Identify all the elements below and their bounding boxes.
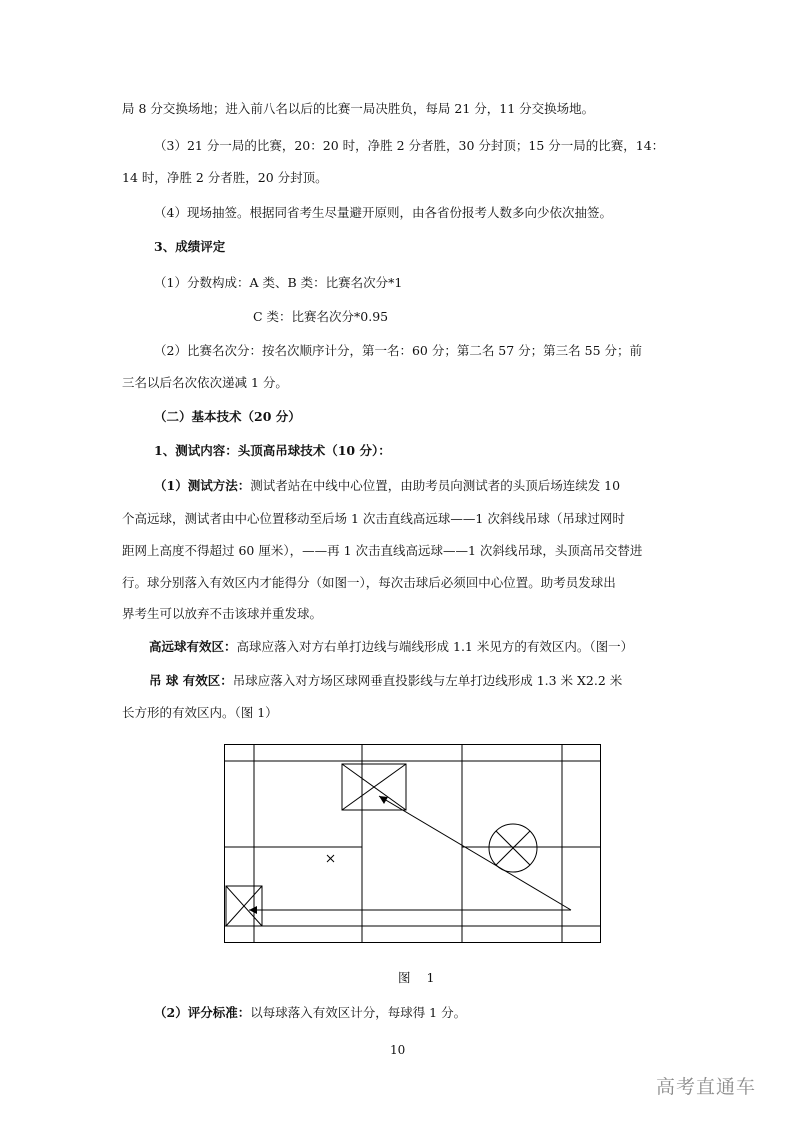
paragraph-line-18 <box>149 673 622 689</box>
center-cross-mark <box>327 855 334 862</box>
line-label: （2）评分标准： <box>154 1005 251 1020</box>
line-text: （2）比赛名次分：按名次顺序计分，第一名：60 分；第二名 57 分；第三名 55 分；前 <box>154 343 643 358</box>
paragraph-line-16 <box>122 606 322 622</box>
line-label: 吊 球 有效区： <box>149 673 233 688</box>
high-clear-zone <box>226 886 262 926</box>
drop-shot-zone <box>342 764 406 810</box>
line-text: （二）基本技术（20 分） <box>154 409 301 424</box>
court-outline <box>225 745 601 943</box>
line-text: 个高远球，测试者由中心位置移动至后场 1 次击直线高远球——1 次斜线吊球（吊球过网时 <box>122 511 625 526</box>
line-text: 三名以后名次依次递减 1 分。 <box>122 375 288 390</box>
watermark-logo: 高考直通车 <box>656 1076 757 1098</box>
line-text: （1）分数构成：A 类、B 类：比赛名次分*1 <box>154 275 403 290</box>
paragraph-line-15 <box>122 575 616 591</box>
line-text: C 类：比赛名次分*0.95 <box>253 309 389 324</box>
line-text: 局 8 分交换场地；进入前八名以后的比赛一局决胜负，每局 21 分，11 分交换场地。 <box>122 101 595 116</box>
paragraph-line-7 <box>253 309 388 325</box>
paragraph-line-2 <box>154 138 664 154</box>
paragraph-line-6 <box>154 275 402 291</box>
line-text: （4）现场抽签。根据同省考生尽量避开原则，由各省份报考人数多向少依次抽签。 <box>154 205 612 220</box>
line-text: 高球应落入对方右单打边线与端线形成 1.1 米见方的有效区内。（图一） <box>236 639 634 654</box>
line-label: 高远球有效区： <box>149 639 237 654</box>
line-text: 吊球应落入对方场区球网垂直投影线与左单打边线形成 1.3 米 X2.2 米 <box>232 673 623 688</box>
section-heading-test-content <box>154 443 391 459</box>
paragraph-line-1 <box>122 101 594 117</box>
badminton-court-diagram <box>224 744 602 944</box>
paragraph-line-19 <box>122 705 278 721</box>
page-number: 10 <box>390 1043 406 1057</box>
paragraph-line-13 <box>122 511 625 527</box>
shot-trajectory <box>249 796 571 910</box>
line-text: 行。球分别落入有效区内才能得分（如图一），每次击球后必须回中心位置。助考员发球出 <box>122 575 616 590</box>
line-text: 界考生可以放弃不击该球并重发球。 <box>122 606 323 621</box>
line-text: 以每球落入有效区计分，每球得 1 分。 <box>250 1005 467 1020</box>
paragraph-line-17 <box>149 639 633 655</box>
line-text: 测试者站在中线中心位置，由助考员向测试者的头顶后场连续发 10 <box>250 478 621 493</box>
line-text: 距网上高度不得超过 60 厘米），——再 1 次击直线高远球——1 次斜线吊球，头顶高吊交替进 <box>122 543 643 558</box>
paragraph-line-12 <box>154 478 620 494</box>
paragraph-line-4 <box>154 205 612 221</box>
scoring-standard <box>154 1005 466 1021</box>
line-text: 14 时，净胜 2 分者胜，20 分封顶。 <box>122 170 328 185</box>
paragraph-line-9 <box>122 375 288 391</box>
line-text: （3）21 分一局的比赛，20：20 时，净胜 2 分者胜，30 分封顶；15 分一局的比赛，14： <box>154 138 665 153</box>
section-heading-basic-skills <box>154 409 301 425</box>
paragraph-line-8 <box>154 343 642 359</box>
paragraph-line-3 <box>122 170 328 186</box>
line-label: （1）测试方法： <box>154 478 251 493</box>
section-heading-grading <box>154 239 225 255</box>
figure-caption: 图 1 <box>398 970 441 985</box>
line-text: 长方形的有效区内。（图 1） <box>122 705 278 720</box>
line-text: 1、测试内容：头顶高吊球技术（10 分）： <box>154 443 391 458</box>
line-text: 3、成绩评定 <box>154 239 226 254</box>
paragraph-line-14 <box>122 543 642 559</box>
player-position-circle <box>489 824 537 872</box>
